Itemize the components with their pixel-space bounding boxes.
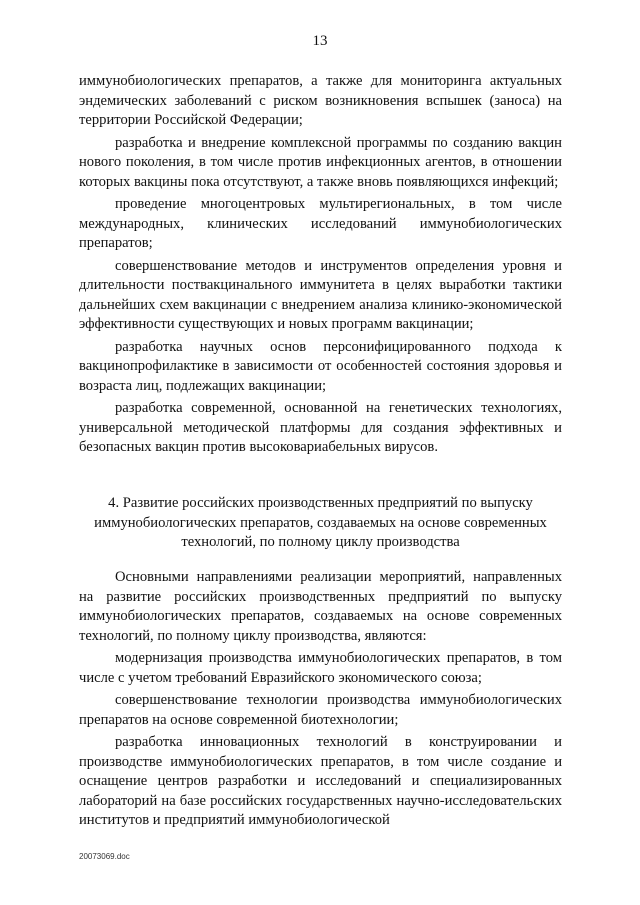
paragraph: разработка современной, основанной на генетических технологиях, универсальной методической платформы для создания эффективных и безопасных вакцин против высоковариабельных вирусов. <box>79 400 562 455</box>
footer-filename: 20073069.doc <box>79 852 130 861</box>
paragraph: модернизация производства иммунобиологических препаратов, в том числе с учетом требований Евразийского экономического союза; <box>79 650 562 686</box>
paragraph: Основными направлениями реализации мероприятий, направленных на развитие российских производственных предприятий по выпуску иммунобиологических препаратов, создаваемых на основе современных технологий, по полному циклу производства, являются: <box>79 569 562 644</box>
body-text-block-2 <box>79 568 562 831</box>
paragraph: разработка и внедрение комплексной программы по созданию вакцин нового поколения, в том числе против инфекционных агентов, в отношении которых вакцины пока отсутствуют, а также вновь появляющихся инфекций; <box>79 134 562 190</box>
page-number: 13 <box>312 33 328 49</box>
paragraph: совершенствование технологии производства иммунобиологических препаратов на основе современной биотехнологии; <box>79 692 562 728</box>
body-text-block-1 <box>79 72 562 458</box>
paragraph: совершенствование методов и инструментов определения уровня и длительности поствакцинального иммунитета в целях выработки тактики дальнейших схем вакцинации с внедрением анализа клинико-экономической эффективности существующих и новых программ вакцинации; <box>79 257 562 332</box>
section-heading: 4. Развитие российских производственных предприятий по выпуску иммунобиологических препаратов, создаваемых на основе современных технологий, по полному циклу производства <box>94 495 547 550</box>
paragraph: иммунобиологических препаратов, а также для мониторинга актуальных эндемических заболеваний с риском возникновения вспышек (заноса) на территории Российской Федерации; <box>79 73 562 128</box>
paragraph: разработка инновационных технологий в конструировании и производстве иммунобиологических препаратов, в том числе создание и оснащение центров разработки и исследований и специализированных лабораторий на базе российских государственных научно-исследовательских институтов и предприятий иммунобиологической <box>79 734 562 828</box>
paragraph: разработка научных основ персонифицированного подхода к вакцинопрофилактике в зависимости от особенностей состояния здоровья и возраста лиц, подлежащих вакцинации; <box>79 338 562 394</box>
paragraph: проведение многоцентровых мультирегиональных, в том числе международных, клинических исследований иммунобиологических препаратов; <box>79 196 562 251</box>
